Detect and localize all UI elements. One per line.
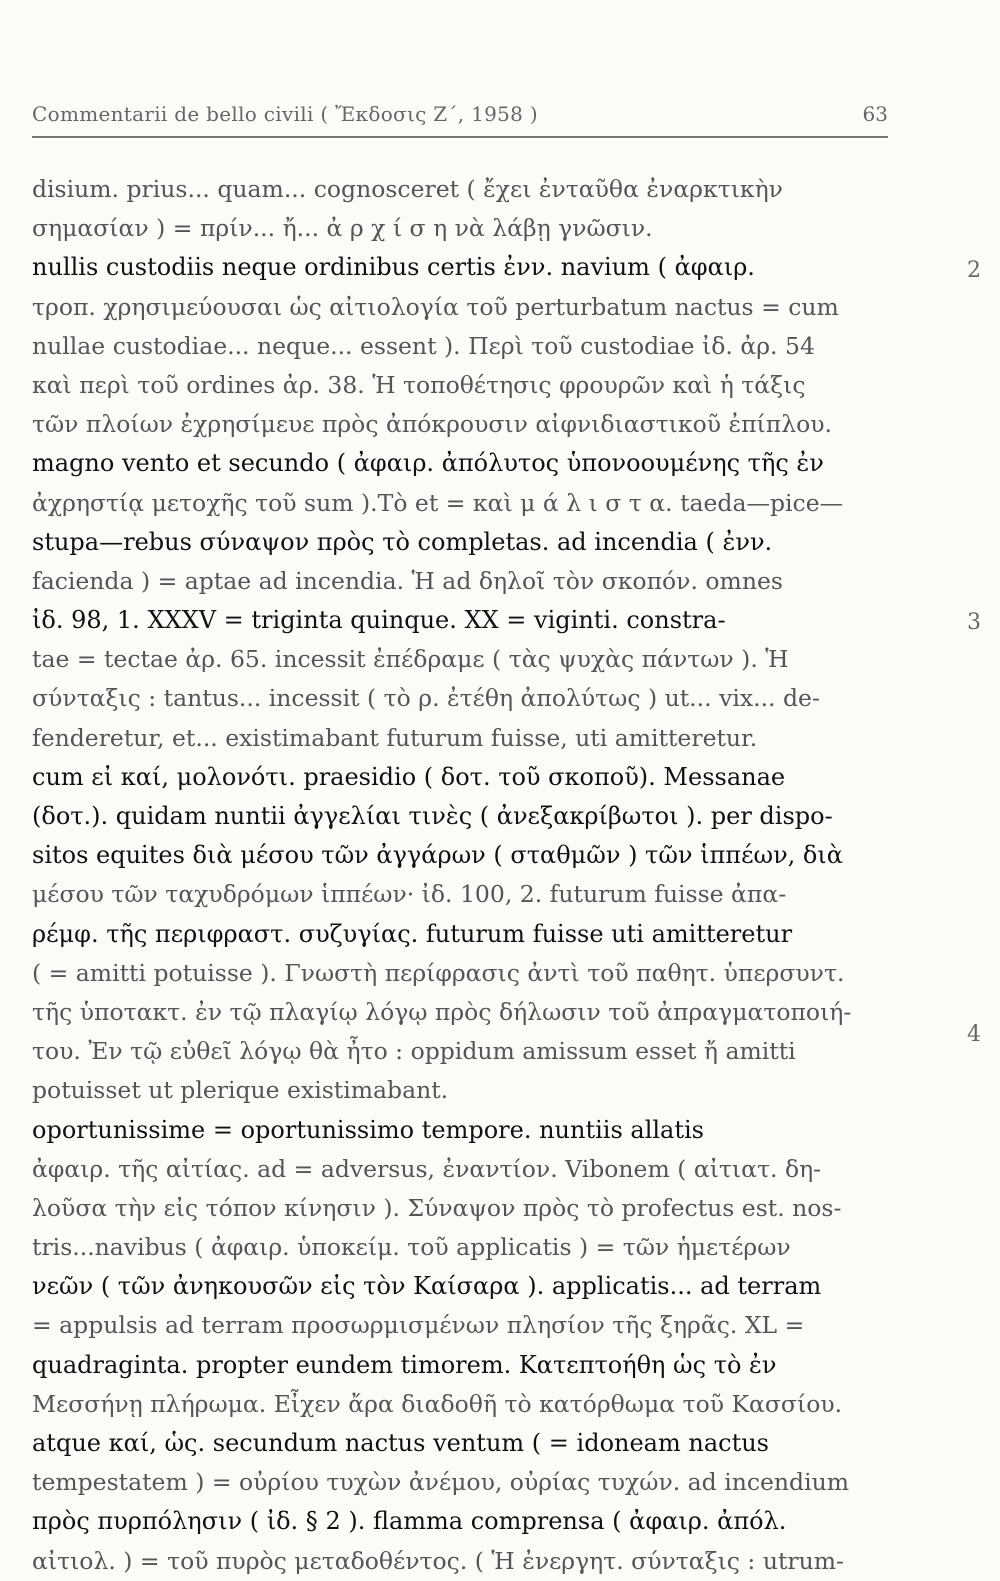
- text-line: πρὸς πυρπόλησιν ( ἰδ. § 2 ). flamma comprensa ( ἀφαιρ. ἀπόλ.: [32, 1507, 787, 1536]
- running-title: Commentarii de bello civili ( Ἔκδοσις Ζ΄, 1958 ): [32, 102, 538, 126]
- text-line: ἀφαιρ. τῆς αἰτίας. ad = adversus, ἐναντίον. Vibonem ( αἰτιατ. δη-: [32, 1154, 822, 1183]
- text-line: quadraginta. propter eundem timorem. Κατεπτοήθη ὡς τὸ ἐν: [32, 1350, 777, 1379]
- section-number: 2: [967, 258, 981, 283]
- text-line: ἀχρηστίᾳ μετοχῆς τοῦ sum ).Τὸ et = καὶ μ ά λ ι σ τ α. taeda—pice—: [32, 488, 844, 517]
- text-line: tris...navibus ( ἀφαιρ. ὑποκείμ. τοῦ applicatis ) = τῶν ἡμετέρων: [32, 1233, 791, 1262]
- text-line: ἰδ. 98, 1. XXXV = triginta quinque. XX = viginti. constra-: [32, 606, 726, 635]
- section-number: 3: [967, 610, 981, 635]
- text-line: facienda ) = aptae ad incendia. Ἡ ad δηλοῖ τὸν σκοπόν. omnes: [32, 566, 783, 595]
- text-line: oportunissime = oportunissimo tempore. nuntiis allatis: [32, 1115, 704, 1144]
- text-line: του. Ἐν τῷ εὐθεῖ λόγῳ θὰ ἦτο : oppidum amissum esset ἤ amitti: [32, 1037, 796, 1066]
- text-line: = appulsis ad terram προσωρμισμένων πλησίον τῆς ξηρᾶς. XL =: [32, 1311, 805, 1340]
- running-header: [32, 96, 888, 138]
- text-line: stupa—rebus σύναψον πρὸς τὸ completas. ad incendia ( ἐνν.: [32, 527, 773, 556]
- text-line: μέσου τῶν ταχυδρόμων ἱππέων· ἰδ. 100, 2. futurum fuisse ἀπα-: [32, 880, 787, 909]
- text-line: τῶν πλοίων ἐχρησίμευε πρὸς ἀπόκρουσιν αἰφνιδιαστικοῦ ἐπίπλου.: [32, 410, 832, 439]
- text-line: atque καί, ὡς. secundum nactus ventum ( = idoneam nactus: [32, 1429, 769, 1457]
- text-line: τῆς ὑποτακτ. ἐν τῷ πλαγίῳ λόγῳ πρὸς δήλωσιν τοῦ ἀπραγματοποιή-: [32, 997, 852, 1026]
- text-line: Μεσσήνῃ πλήρωμα. Εἶχεν ἄρα διαδοθῆ τὸ κατόρθωμα τοῦ Κασσίου.: [32, 1389, 843, 1418]
- text-line: ρέμφ. τῆς περιφραστ. συζυγίας. futurum fuisse uti amitteretur: [32, 919, 793, 948]
- text-line: λοῦσα τὴν εἰς τόπον κίνησιν ). Σύναψον πρὸς τὸ profectus est. nos-: [32, 1193, 842, 1222]
- text-line: ( = amitti potuisse ). Γνωστὴ περίφρασις ἀντὶ τοῦ παθητ. ὑπερσυντ.: [32, 958, 845, 987]
- commentary-text: [32, 170, 870, 1581]
- section-number: 4: [967, 1022, 981, 1047]
- text-line: cum εἰ καί, μολονότι. praesidio ( δοτ. τοῦ σκοποῦ). Messanae: [32, 762, 786, 791]
- text-line: potuisset ut plerique existimabant.: [32, 1076, 449, 1105]
- text-line: fenderetur, et... existimabant futurum fuisse, uti amitteretur.: [32, 723, 758, 752]
- text-line: σύνταξις : tantus... incessit ( τὸ ρ. ἐτέθη ἀπολύτως ) ut... vix... de-: [32, 684, 820, 713]
- text-line: nullae custodiae... neque... essent ). Περὶ τοῦ custodiae ἰδ. ἀρ. 54: [32, 331, 815, 360]
- text-line: αἰτιολ. ) = τοῦ πυρὸς μεταδοθέντος. ( Ἡ ἐνεργητ. σύνταξις : utrum-: [32, 1546, 844, 1575]
- text-line: τροπ. χρησιμεύουσαι ὡς αἰτιολογία τοῦ perturbatum nactus = cum: [32, 292, 839, 321]
- text-line: (δοτ.). quidam nuntii ἀγγελίαι τινὲς ( ἀνεξακρίβωτοι ). per dispo-: [32, 802, 833, 830]
- text-line: nullis custodiis neque ordinibus certis ἐνν. navium ( ἀφαιρ.: [32, 253, 755, 282]
- text-line: καὶ περὶ τοῦ ordines ἀρ. 38. Ἡ τοποθέτησις φρουρῶν καὶ ἡ τάξις: [32, 370, 806, 399]
- text-line: tae = tectae ἀρ. 65. incessit ἐπέδραμε ( τὰς ψυχὰς πάντων ). Ἡ: [32, 645, 789, 674]
- text-line: disium. prius... quam... cognosceret ( ἔχει ἐνταῦθα ἐναρκτικὴν: [32, 175, 783, 203]
- text-line: σημασίαν ) = πρίν... ἤ... ἀ ρ χ ί σ η νὰ λάβῃ γνῶσιν.: [32, 214, 653, 243]
- text-line: sitos equites διὰ μέσου τῶν ἀγγάρων ( σταθμῶν ) τῶν ἱππέων, διὰ: [32, 841, 843, 870]
- page-number: 63: [862, 102, 888, 126]
- text-line: tempestatem ) = οὐρίου τυχὼν ἀνέμου, οὐρίας τυχών. ad incendium: [32, 1468, 850, 1497]
- text-line: νεῶν ( τῶν ἀνηκουσῶν εἰς τὸν Καίσαρα ). applicatis... ad terram: [32, 1272, 822, 1301]
- text-line: magno vento et secundo ( ἀφαιρ. ἀπόλυτος ὑπονοουμένης τῆς ἐν: [32, 449, 824, 478]
